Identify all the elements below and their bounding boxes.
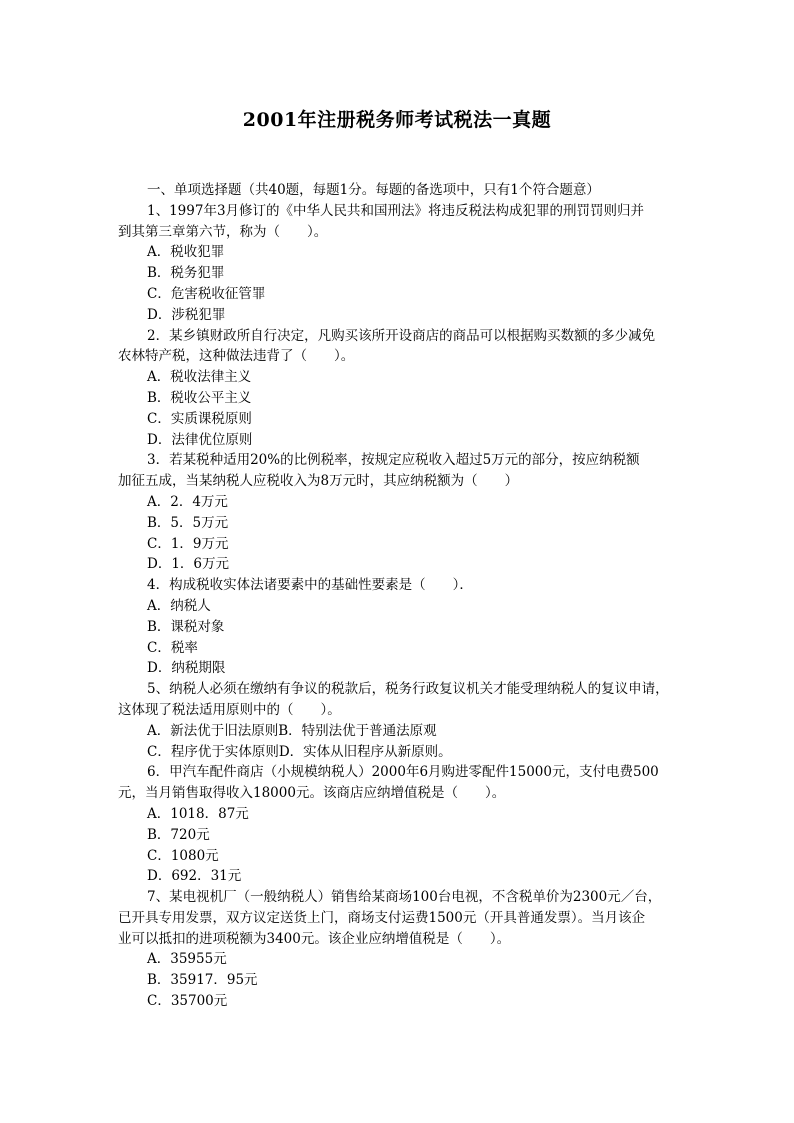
- answer-option: A．2．4万元: [147, 493, 228, 510]
- answer-option: A．税收犯罪: [147, 244, 225, 261]
- question-stem-line: 2．某乡镇财政所自行决定，凡购买该所开设商店的商品可以根据购买数额的多少减免: [147, 327, 656, 344]
- question-stem-line: 农林特产税，这种做法违背了（ ）。: [118, 348, 355, 365]
- question-stem-line: 到其第三章第六节，称为（ ）。: [118, 223, 328, 240]
- question-stem-line: 7、某电视机厂（一般纳税人）销售给某商场100台电视，不含税单价为2300元／台，: [147, 889, 662, 906]
- answer-option: C．危害税收征管罪: [147, 285, 266, 302]
- answer-option: B．35917．95元: [147, 972, 258, 989]
- question-stem-line: 1、1997年3月修订的《中华人民共和国刑法》将违反税法构成犯罪的刑罚罚则归并: [147, 202, 645, 219]
- question-stem-line: 3．若某税种适用20%的比例税率，按规定应税收入超过5万元的部分，按应纳税额: [147, 452, 640, 469]
- question-block: [118, 575, 678, 679]
- question-stem-line: 业可以抵扣的进项税额为3400元。该企业应纳增值税是（ ）。: [118, 930, 511, 947]
- question-block: [118, 679, 678, 762]
- question-stem-line: 已开具专用发票，双方议定送货上门，商场支付运费1500元（开具普通发票）。当月该企: [118, 909, 646, 926]
- answer-option: B．课税对象: [147, 618, 225, 635]
- answer-option: B．720元: [147, 826, 210, 843]
- answer-option: B．5．5万元: [147, 514, 229, 531]
- answer-option: A．新法优于旧法原则B．特别法优于普通法原观: [147, 722, 437, 739]
- answer-option: C．实质课税原则: [147, 410, 252, 427]
- answer-option: C．程序优于实体原则D．实体从旧程序从新原则。: [147, 743, 452, 760]
- question-block: [118, 326, 678, 451]
- answer-option: A．纳税人: [147, 597, 211, 614]
- answer-option: C．1080元: [147, 847, 219, 864]
- question-block: [118, 450, 678, 575]
- answer-option: D．692．31元: [147, 868, 242, 885]
- answer-option: A．35955元: [147, 951, 227, 968]
- answer-option: C．1．9万元: [147, 535, 229, 552]
- question-stem-line: 加征五成，当某纳税人应税收入为8万元时，其应纳税额为（ ）: [118, 473, 519, 490]
- answer-option: C．35700元: [147, 993, 228, 1010]
- answer-option: B．税务犯罪: [147, 265, 225, 282]
- section-heading: 一、单项选择题（共40题，每题1分。每题的备选项中，只有1个符合题意）: [147, 182, 600, 198]
- question-stem-line: 4．构成税收实体法诸要素中的基础性要素是（ ）．: [147, 577, 473, 594]
- question-stem-line: 5、纳税人必须在缴纳有争议的税款后，税务行政复议机关才能受理纳税人的复议申请，: [147, 681, 669, 698]
- answer-option: B．税收公平主义: [147, 389, 252, 406]
- question-stem-line: 元，当月销售取得收入18000元。该商店应纳增值税是（ ）。: [118, 785, 506, 802]
- question-block: [118, 762, 678, 887]
- answer-option: D．1．6万元: [147, 556, 230, 573]
- document-body: [118, 180, 678, 1012]
- answer-option: D．法律优位原则: [147, 431, 253, 448]
- document-title: 2001年注册税务师考试税法一真题: [242, 109, 552, 131]
- question-block: [118, 887, 678, 1012]
- answer-option: C．税率: [147, 639, 198, 656]
- question-stem-line: 这体现了税法适用原则中的（ ）。: [118, 701, 341, 718]
- question-stem-line: 6．甲汽车配件商店（小规模纳税人）2000年6月购进零配件15000元，支付电费500: [147, 764, 659, 781]
- answer-option: A．1018．87元: [147, 805, 249, 822]
- answer-option: D．纳税期限: [147, 660, 226, 677]
- question-block: [118, 201, 678, 326]
- answer-option: A．税收法律主义: [147, 369, 252, 386]
- answer-option: D．涉税犯罪: [147, 306, 226, 323]
